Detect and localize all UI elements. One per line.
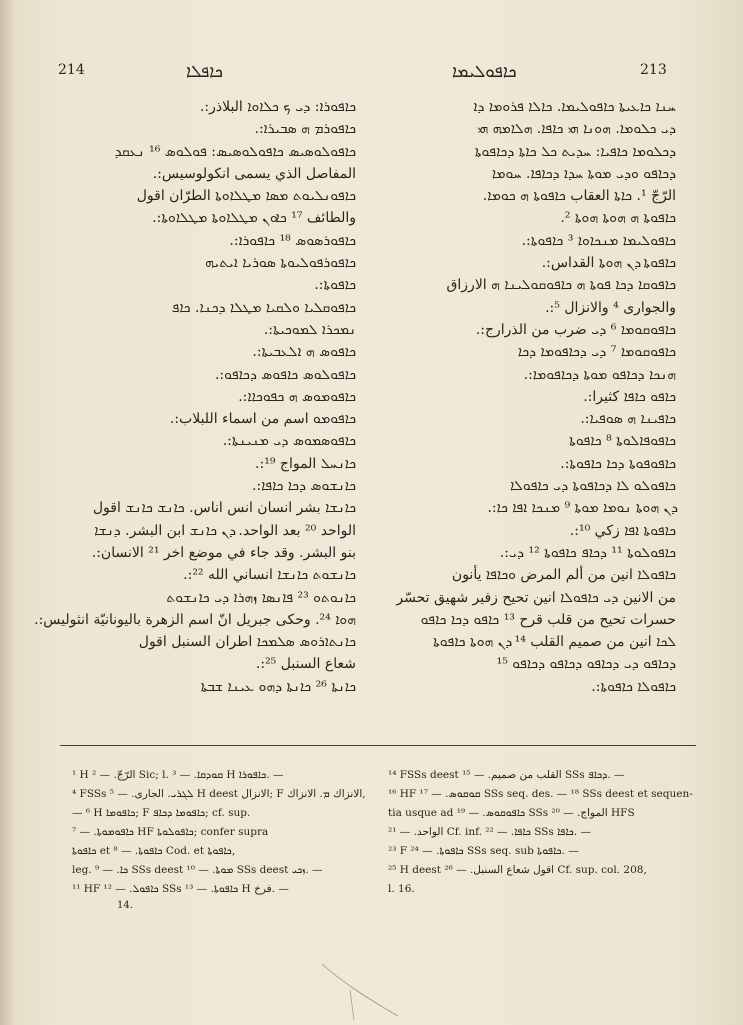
text-line: ܟܐܦܘܡܘ اسم من اسماء اللبلاب:.	[169, 411, 356, 428]
signature-mark: 14.	[117, 900, 133, 911]
text-line: والطائف ¹⁷ ܟܐܘܢ ܡܛܠܐܘܬܐ ܡܛܠܐܘܬܐ:.	[152, 210, 356, 227]
text-line: من الانين ܕܝ ܟܐܦܘܠܐ انين تحيح زفير شهيق تحسّر	[396, 589, 676, 606]
text-line: ܕܝ ܟܠܘܡܐ. ܗܘܢܐ ܗܝ ܟܐܦܐ. ܗܠܐܡܗ ܗܝ	[477, 121, 676, 138]
left-running-title: ܟܐܦܠܐ	[186, 62, 223, 82]
right-column	[358, 96, 676, 698]
text-line: ܟܐܦܘܢܠܝܘܬ ܡܣܐ ܡܛܠܐܘܬܐ الطرّان اقول	[136, 188, 356, 205]
text-line: ܟܐܦܘܬܐ ܕܢ ܗܘܬܐ القداس:.	[541, 255, 676, 272]
text-line: ܟܐܦܘܣ ܗ ܐܠܥܒܝܬܐ:.	[252, 344, 356, 361]
text-line: ܟܐܦܘܠܘܣܝܣ ܟܐܦܘܠܘܣܝܣ: ܦܘܠܘܣ ¹⁶ ܢܥܩܕ	[114, 143, 356, 160]
text-line: ܟܐܦܘܣܡܘܣ ܕܝ ܡܢܝܢܬܐ:.	[222, 433, 356, 450]
left-page-number: 214	[58, 62, 85, 78]
text-line: ܟܐܢܘܬܘ ²³ ܦܐܢܣܐ ܙܗܪܐ ܕܝ ܟܐܢܫܘܬ	[166, 589, 356, 606]
text-line: ܟܐܦܘܪܦܘܠܝܘܬܐ ܣܘܪܝܐ ܐܝܬܝܗ	[205, 255, 356, 272]
right-page-number: 213	[640, 62, 667, 78]
text-line: الواحد ²⁰ بعد الواحد. ܕܢ ܟܐܢܫ ابن البشر. ܕܢܫܐ	[94, 522, 356, 539]
text-line: ܟܐܦܘܠܘܬܐ ¹¹ ܕܟܐܦ ܟܐܦܘܬܐ ¹² ܕܝ:.	[499, 544, 676, 561]
text-line: ܟܐܦܘܪܣܘܣ ¹⁸ ܟܐܦܘܪܐ:.	[229, 232, 356, 249]
footnote-line: ²³ F ܟܐܦܘܬܐ. — ²⁴ SSs seq. sub ܟܐܦܘܬܐ. —	[388, 845, 579, 857]
text-line: ܟܐܢܫܘܬ ܟܐܢܫܐ انساني الله ²²:.	[183, 567, 356, 584]
footnote-line: ¹⁴ FSSs deest القلب من صميم. — ¹⁵ SSs ܕܟܐܦ. —	[388, 769, 625, 781]
text-line: حسرات تحيح من قلب قرح ¹³ ܟܐܦܘ ܕܟܐ ܟܐܦܘ	[420, 611, 676, 628]
text-line: ܟܐܦܘܬܐ ܐܦܐ زكي ¹⁰:.	[569, 522, 676, 539]
text-line: ܟܐܦܝܢܐ ܗ ܣܘܦܝܐ:.	[580, 411, 676, 428]
text-line: شعاع السنبل ²⁵:.	[255, 656, 356, 673]
footnote-line: ¹¹ HF ܟܐܦܘܠ. — ¹² SSs ܟܐܦܘܬܐ. — ¹³ H فرخ. —	[72, 883, 289, 895]
footnote-line: l. 16.	[388, 883, 415, 895]
text-line: ܟܐܦܘܦܐܠܘܬܐ ⁸ ܟܐܦܘܬܐ	[569, 433, 676, 450]
footnote-line: ܟܐܦܘܬܐ et ܟܐܦܘܬܐ. — ⁸ Cod. et ܟܐܦܘܬܐ,	[72, 845, 236, 857]
footnote-line: tia usque ad ܟܐܦܘܩܘܣ. — ¹⁹ SSs المواج. — ²⁰ HFS	[388, 807, 635, 819]
text-line: ܗܘܐ ²⁴. وحكى جبريل انّ اسم الزهرة باليونانيّة انثوليس:.	[34, 611, 356, 628]
text-line: ܚܢܐ ܟܐܥܝܬܐ ܟܐܦܘܠܝܡܐ. ܟܐܠܐ ܦܪܘܡܐ ܕܐ	[473, 99, 676, 115]
text-line: ܕܟܐܦܘ ܘܕܝ ܡܘܬܐ ܚܕܐ ܕܟܐܦܐ. ܚܘܡܐ	[491, 165, 676, 182]
text-line: ܟܐܦܘܪܐ: ܕܝ ܟ ܟܠܐܘܐ البلاذر:.	[199, 99, 356, 115]
footnote-line: ¹ H الرّجّ. — ² Sic; l. ܩܘܕܩܐ. — ³ H ܟܐܦܘܪܐ. —	[72, 769, 284, 781]
text-line: المفاصل الذي يسمى انكولوسيس:.	[152, 165, 356, 182]
footnotes-right	[388, 766, 693, 899]
text-line: ܟܐܦܘܠܘܣ ܟܐܦܘܣ ܕܟܐܦܘ:.	[214, 366, 356, 383]
left-column	[34, 96, 356, 698]
footnote-line: leg. ܟܐ. — ⁹ SSs deest ܡܘܬܐ. — ¹⁰ SSs deest ܙܟܝ. —	[72, 864, 323, 876]
text-line: ܟܐܢܫܘܣ ܕܟܐ ܟܐܦܐ:.	[252, 478, 356, 495]
text-line: ܕܟܠܘܡܐ ܟܐܦܝܐ: ܚܕܝܬ ܟܠ ܟܐܬܐ ܕܟܐܦܘܬܐ	[474, 143, 676, 160]
footnote-line: ܟܐܦܘܡܘܬܐ. — ⁷ HF ܟܐܦܘܠܘܬܐ; confer supra	[72, 826, 269, 838]
text-line: ܕܟܐܦܘ ܕܝ ܕܟܐܦܘ ܕܟܐܦܘ ܕܟܐܦܘ ¹⁵	[496, 656, 676, 673]
text-line: ܟܐܦܘܠܘ ܠܐ ܕܟܐܦܘܬܐ ܕܝ ܟܐܦܘܠܐ	[510, 478, 676, 495]
text-line: ܟܐܢܫܐ بشر انسان انس اناس. ܟܐܢܫ ܟܐܢܫ اقول	[92, 500, 356, 517]
text-line: ܟܐܦܘ ܟܐܦܐ كثيرا:.	[583, 388, 676, 405]
text-line: ܟܐܦܘܩܘܡܐ ⁶ ܕܝ ضرب من الذرارج:.	[475, 321, 676, 338]
text-line: ܟܐܢܬܐ ²⁶ ܟܐܢܬܐ ܕܗܘ ܥܝܢܐ ܫܒܬܐ	[200, 678, 356, 695]
text-line: ܟܐܦܘܩܠܝܐ ܘܠܩܝܐ ܡܛܠܐ ܕܟܢܐ. ܟܐܦ	[171, 299, 356, 316]
footnote-line: الواحد. — ²¹ Cf. inf. ܟܐܦܐ. — ²² SSs ܟܐܦܐ. —	[388, 826, 591, 838]
text-line: ܟܐܦܘܪܡ ܗ ܣܒܝܪܐ:.	[254, 121, 356, 138]
text-line: بنو البشر. وقد جاء في موضع اخر ²¹ الانسان:.	[91, 544, 356, 561]
text-line: ܟܐܦܘܩܘܡܐ ⁷ ܕܝ ܕܟܐܦܘܡܐ ܕܟܐ	[517, 344, 676, 361]
text-line: ܟܐܢܚܠ المواج ¹⁹:.	[255, 455, 356, 472]
footnote-divider	[60, 745, 696, 746]
footnote-line: ⁴ FSSs ܠܓܪܝ. الجارى. — ⁵ H deest الانزال; F الانزاك ܡ. الانزاك,	[72, 788, 366, 800]
footnote-line: — ⁶ H ܟܐܦܘܡܐ; F ܟܐܦܘܡܐ ܕܟܐܦ; cf. sup.	[72, 807, 251, 819]
running-header	[52, 62, 692, 86]
text-line: ܟܐܦܘܠܝܡܐ ܡܢܟܐܘܐ ³ ܟܐܦܘܬܐ:.	[521, 232, 676, 249]
text-line: ܟܐܦܘܩܐ ܕܟܐ ܦܘܬܐ ܗ ܟܐܦܘܩܘܠܝܢܐ ܗ الارزاق	[446, 277, 676, 294]
text-line: ܟܐܦܘܬܐ ܗ ܗܘܬܐ ܗܘܬܐ ².	[560, 210, 676, 227]
right-running-title: ܟܐܦܘܠܝܡܐ	[452, 62, 517, 82]
text-line: ܢܡܟܪܐ ܠܡܘܟܝܬܐ:.	[263, 321, 356, 338]
text-line: الرّجّ ¹. ܟܐܬܐ العقاب ܟܐܦܘܬܐ ܗ ܟܘܡܐ.	[482, 188, 676, 205]
text-line: ܟܐܢܬܐܪܘܣ ܣܠܡܟܐ اطران السنبل اقول	[138, 634, 356, 651]
page-gutter	[0, 0, 14, 1025]
pencil-mark	[320, 960, 400, 1020]
footnote-line: ²⁵ H deest اقول شعاع السنبل. — ²⁶ Cf. sup. col. 208,	[388, 864, 647, 876]
text-line: ܗܢܟܐ ܕܟܐܦܘ ܡܘܬܐ ܕܟܐܦܘܡܐ:.	[523, 366, 676, 383]
text-line: ܕܢ ܗܘܬܐ ܢܘܡܐ ܡܘܬܐ ⁹ ܡܢܟܐ ܐܦܐ ܟܐ:.	[487, 500, 676, 517]
text-line: ܟܐܦܘܦܘܬܐ ܕܟܐ ܟܐܦܘܬܐ:.	[560, 455, 676, 472]
footnotes-left	[72, 766, 366, 899]
text-line: ܠܟܐ انين من صميم القلب ¹⁴ ܕܢ ܗܘܬܐ ܟܐܦܘܬܐ	[433, 634, 676, 651]
text-line: ܟܐܦܘܬܐ:.	[314, 277, 356, 294]
text-line: ܟܐܦܘܠܐ ܟܐܦܘܬܐ:.	[591, 678, 676, 695]
text-line: ܟܐܦܘܠܐ انين من ألم المرض ܘܟܐܦܐ يأنون	[451, 567, 676, 584]
footnote-line: ¹⁶ HF ܩܘܩܘܣ. — ¹⁷ SSs seq. des. — ¹⁸ SSs deest et sequen-	[388, 788, 693, 800]
text-line: ܟܐܦܘܡܘܣ ܗ ܟܦܘܟܐܐ:.	[238, 388, 356, 405]
text-line: والجوارى ⁴ والانزال ⁵:.	[545, 299, 676, 316]
